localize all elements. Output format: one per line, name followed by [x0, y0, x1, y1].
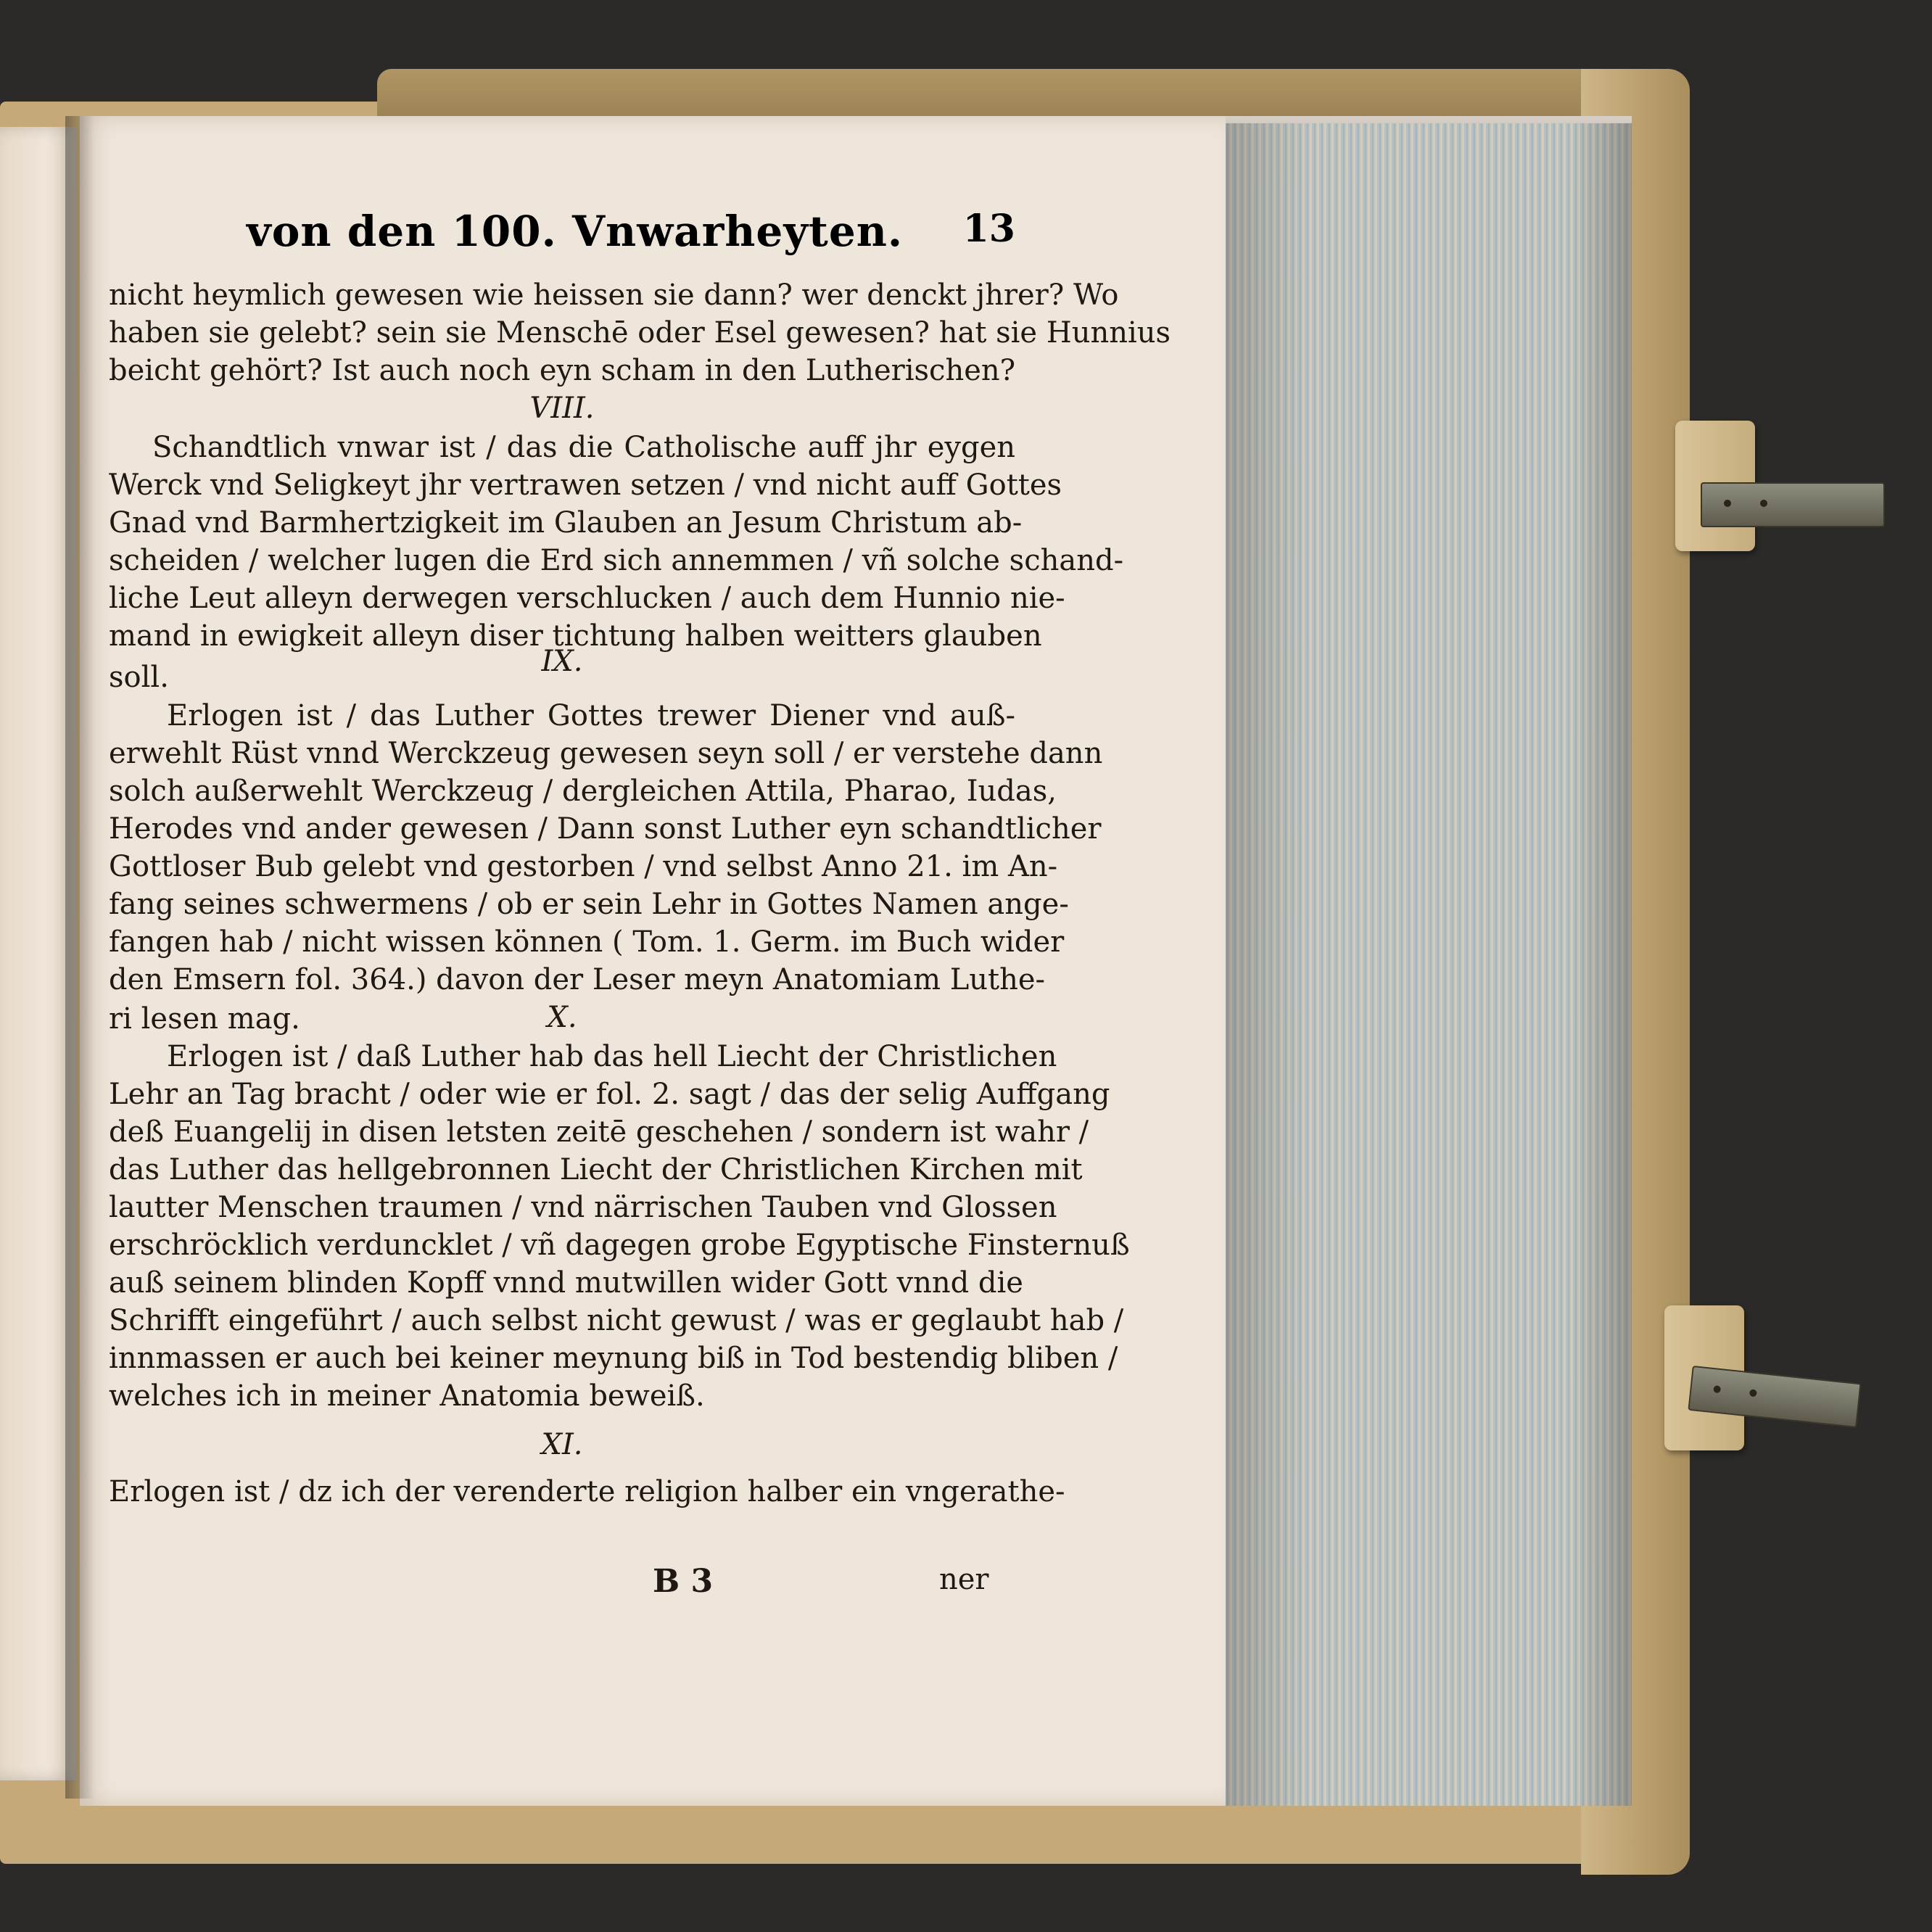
signature-mark: B 3	[653, 1563, 714, 1600]
text-line: lautter Menschen traumen / vnd närrischen Tauben vnd Glossen	[109, 1191, 1057, 1224]
text-line: scheiden / welcher lugen die Erd sich annemmen / vñ solche schand-	[109, 544, 1124, 577]
text-line: das Luther das hellgebronnen Liecht der Christlichen Kirchen mit	[109, 1153, 1083, 1186]
text-line: Erlogen ist / daß Luther hab das hell Liecht der Christlichen	[167, 1040, 1057, 1073]
text-line: Werck vnd Seligkeyt jhr vertrawen setzen / vnd nicht auff Gottes	[109, 468, 1062, 502]
section-numeral: X.	[547, 1001, 577, 1034]
text-line: welches ich in meiner Anatomia beweiß.	[109, 1379, 705, 1413]
clasp-strap-upper	[1701, 482, 1885, 527]
section-numeral: VIII.	[529, 392, 595, 425]
text-line: Gottloser Bub gelebt vnd gestorben / vnd selbst Anno 21. im An-	[109, 850, 1058, 883]
rivet-icon	[1760, 500, 1767, 507]
text-line: Gnad vnd Barmhertzigkeit im Glauben an Jesum Christum ab-	[109, 506, 1023, 540]
text-line: fang seines schwermens / ob er sein Lehr in Gottes Namen ange-	[109, 888, 1069, 921]
text-line: deß Euangelij in disen letsten zeitē geschehen / sondern ist wahr /	[109, 1115, 1089, 1149]
text-line: auß seinem blinden Kopff vnnd mutwillen wider Gott vnnd die	[109, 1266, 1023, 1300]
text-line: Herodes vnd ander gewesen / Dann sonst Luther eyn schandtlicher	[109, 812, 1102, 846]
running-title: von den 100. Vnwarheyten.	[247, 207, 904, 256]
text-line: mand in ewigkeit alleyn diser tichtung halben weitters glauben	[109, 619, 1042, 653]
text-line: innmassen er auch bei keiner meynung biß in Tod bestendig bliben /	[109, 1342, 1118, 1375]
text-line: beicht gehört? Ist auch noch eyn scham in den Lutherischen?	[109, 354, 1016, 387]
rivet-icon	[1724, 500, 1731, 507]
text-line: erwehlt Rüst vnnd Werckzeug gewesen seyn soll / er verstehe dann	[109, 737, 1103, 770]
page-number: 13	[962, 207, 1015, 251]
text-line: fangen hab / nicht wissen können ( Tom. 1. Germ. im Buch wider	[109, 925, 1065, 959]
section-numeral: IX.	[541, 645, 583, 678]
text-line: soll.	[109, 661, 169, 694]
text-line: liche Leut alleyn derwegen verschlucken / auch dem Hunnio nie-	[109, 582, 1065, 615]
fore-edge-shading	[1226, 123, 1632, 1806]
text-line: ri lesen mag.	[109, 1002, 300, 1036]
catchword: ner	[939, 1563, 989, 1596]
text-line: den Emsern fol. 364.) davon der Leser meyn Anatomiam Luthe-	[109, 963, 1046, 996]
text-line: Schandtlich vnwar ist / das die Catholische auff jhr eygen	[152, 431, 1015, 464]
section-numeral: XI.	[541, 1428, 583, 1461]
rivet-icon	[1713, 1385, 1721, 1393]
text-line: Erlogen ist / das Luther Gottes trewer Diener vnd auß-	[167, 699, 1015, 732]
text-line: Erlogen ist / dz ich der verenderte religion halber ein vngerathe-	[109, 1475, 1065, 1508]
rivet-icon	[1749, 1389, 1757, 1397]
gutter-shadow	[65, 116, 94, 1799]
text-line: nicht heymlich gewesen wie heissen sie dann? wer denckt jhrer? Wo	[109, 278, 1119, 312]
text-line: haben sie gelebt? sein sie Menschē oder Esel gewesen? hat sie Hunnius	[109, 316, 1171, 350]
text-line: Lehr an Tag bracht / oder wie er fol. 2. sagt / das der selig Auffgang	[109, 1078, 1110, 1111]
text-line: erschröcklich verduncklet / vñ dagegen grobe Egyptische Finsternuß	[109, 1229, 1130, 1262]
text-line: solch außerwehlt Werckzeug / dergleichen Attila, Pharao, Iudas,	[109, 775, 1057, 808]
running-head	[247, 207, 1015, 257]
text-line: Schrifft eingeführt / auch selbst nicht gewust / was er geglaubt hab /	[109, 1304, 1124, 1337]
